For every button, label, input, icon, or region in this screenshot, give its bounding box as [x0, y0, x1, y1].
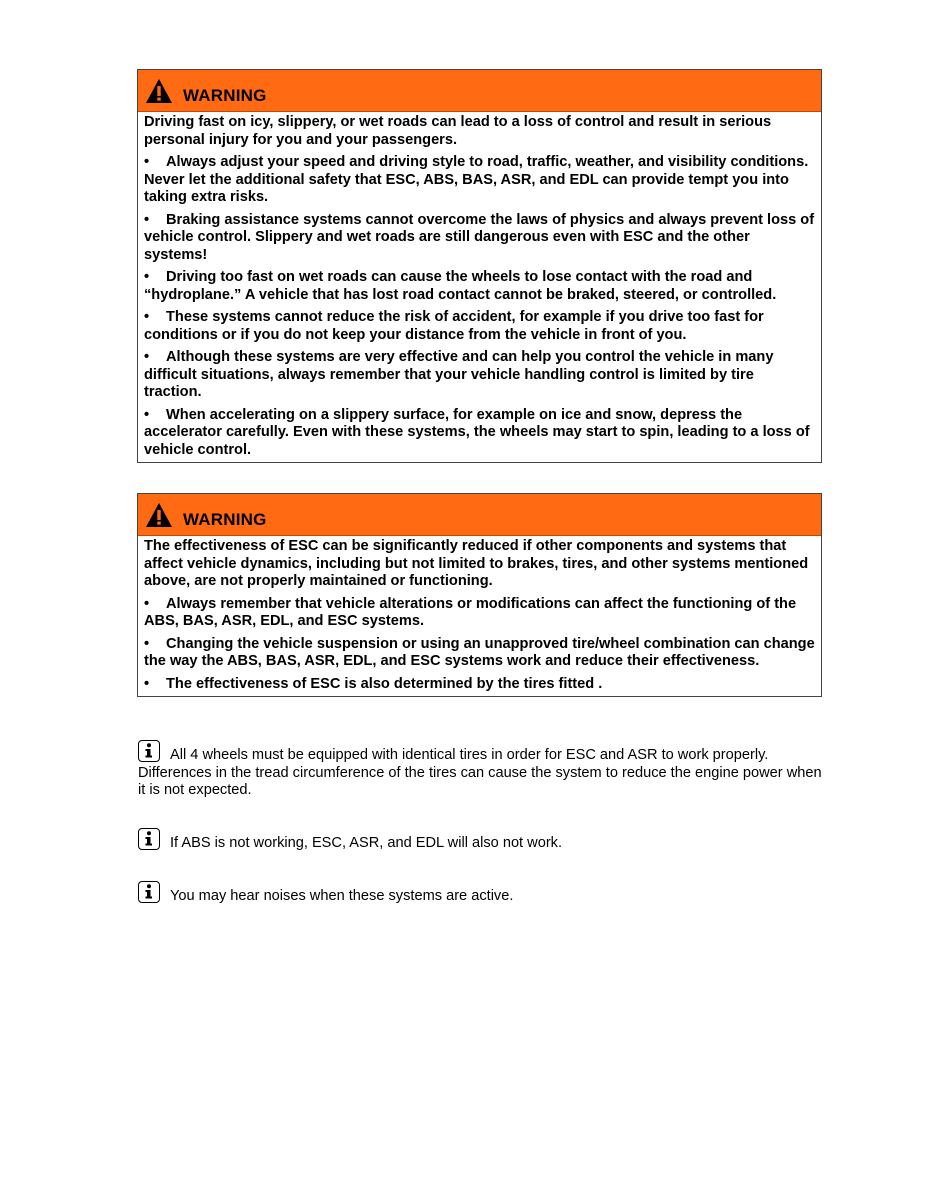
- warning-bullet: • Always adjust your speed and driving style to road, traffic, weather, and visibility conditions. Never let the additional safety that ESC, ABS, BAS, ASR, and EDL can provide tempt you into taking extra risks.: [144, 154, 809, 205]
- warning-intro: The effectiveness of ESC can be significantly reduced if other components and systems that affect vehicle dynamics, including but not limited to brakes, tires, and other systems mentioned above, are not properly maintained or functioning.: [144, 538, 809, 589]
- warning-bullet: • These systems cannot reduce the risk of accident, for example if you drive too fast for conditions or if you do not keep your distance from the vehicle in front of you.: [144, 309, 764, 343]
- bullet-mark: •: [144, 406, 150, 423]
- info-icon: [138, 881, 160, 903]
- warning-body: [138, 536, 821, 696]
- warning-bullet: • Although these systems are very effective and can help you control the vehicle in many difficult situations, always remember that your vehicle handling control is limited by tire traction.: [144, 349, 774, 400]
- bullet-mark: •: [144, 635, 150, 652]
- bullet-mark: •: [144, 349, 150, 365]
- warning-bullet: • Braking assistance systems cannot overcome the laws of physics and always prevent loss of vehicle control. Slippery and wet roads are still dangerous even with ESC and the other systems!: [144, 211, 815, 263]
- bullet-mark: •: [144, 211, 150, 228]
- warning-box-esc: [137, 493, 822, 697]
- warning-intro: Driving fast on icy, slippery, or wet roads can lead to a loss of control and result in serious personal injury for you and your passengers.: [144, 114, 772, 148]
- info-note: [138, 881, 823, 906]
- warning-title: WARNING: [183, 510, 267, 529]
- bullet-mark: •: [144, 269, 150, 285]
- bullet-mark: •: [144, 675, 150, 692]
- warning-triangle-icon: [145, 502, 173, 528]
- info-note-text: You may hear noises when these systems are active.: [170, 888, 514, 904]
- bullet-mark: •: [144, 309, 150, 325]
- warning-bullet: • Always remember that vehicle alterations or modifications can affect the functioning of the ABS, BAS, ASR, EDL, and ESC systems.: [144, 595, 797, 629]
- warning-bullet: • Driving too fast on wet roads can cause the wheels to lose contact with the road and “hydroplane.” A vehicle that has lost road contact cannot be braked, steered, or controlled.: [144, 269, 777, 303]
- bullet-mark: •: [144, 154, 150, 170]
- warning-header: [138, 70, 821, 112]
- warning-body: [138, 112, 821, 462]
- warning-triangle-icon: [145, 78, 173, 104]
- warning-box-driving: [137, 69, 822, 463]
- warning-title: WARNING: [183, 86, 267, 105]
- warning-bullet: • Changing the vehicle suspension or using an unapproved tire/wheel combination can change the way the ABS, BAS, ASR, EDL, and ESC systems work and reduce their effectiveness.: [144, 635, 815, 669]
- warning-bullet: • When accelerating on a slippery surface, for example on ice and snow, depress the accelerator carefully. Even with these systems, the wheels may start to spin, leading to a loss of vehicle control.: [144, 406, 810, 458]
- info-note-text: All 4 wheels must be equipped with identical tires in order for ESC and ASR to work properly. Differences in the tread circumference of the tires can cause the system to reduce the engine power when it is not expected.: [138, 747, 822, 798]
- info-icon: [138, 740, 160, 762]
- info-note-text: If ABS is not working, ESC, ASR, and EDL will also not work.: [170, 835, 563, 851]
- warning-header: [138, 494, 821, 536]
- info-note: [138, 828, 823, 853]
- info-note: [138, 740, 823, 800]
- info-icon: [138, 828, 160, 850]
- bullet-mark: •: [144, 595, 150, 612]
- warning-bullet: • The effectiveness of ESC is also determined by the tires fitted .: [144, 675, 603, 692]
